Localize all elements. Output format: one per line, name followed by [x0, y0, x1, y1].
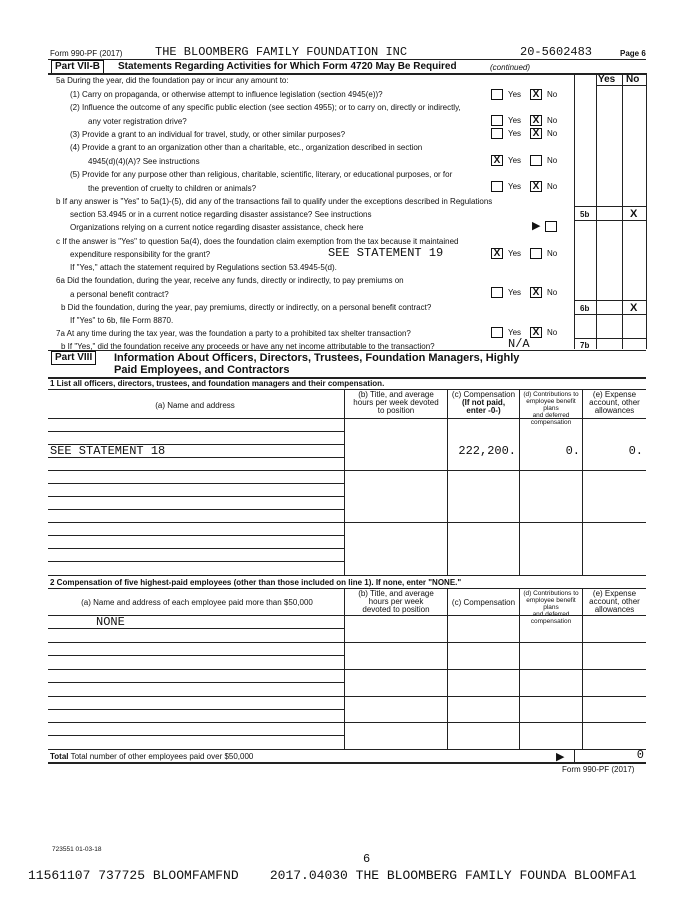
row3-sep-a [48, 535, 344, 536]
part8-top-rule [48, 350, 646, 351]
row-3-end [48, 575, 646, 576]
sec1-header-top [48, 389, 646, 390]
q5a5-no-checkbox[interactable]: X [530, 181, 542, 192]
part7b-label: Part VII-B [51, 60, 104, 74]
q5a1: (1) Carry on propaganda, or otherwise attempt to influence legislation (section 4945(e))? [70, 90, 383, 99]
row3-sep-c [48, 561, 344, 562]
arrow-icon: ▶ [532, 220, 541, 232]
q5a4-no-checkbox[interactable] [530, 155, 542, 166]
q5c-yes-label: Yes [508, 249, 522, 258]
q5a4-yes-label: Yes [508, 156, 522, 165]
footer-code: 723551 01-03-18 [52, 846, 102, 853]
q5b-line1: b If any answer is "Yes" to 5a(1)-(5), did any of the transactions fail to qualify under the exceptions described in Regulations [56, 197, 493, 206]
row1-name: SEE STATEMENT 18 [50, 444, 166, 458]
q5a5-yes-checkbox[interactable] [491, 181, 503, 192]
col2-c-header: (c) Compensation [451, 598, 516, 607]
q5a3: (3) Provide a grant to an individual for travel, study, or other similar purposes? [70, 130, 346, 139]
r22-a [48, 655, 344, 656]
q5c-statement: SEE STATEMENT 19 [328, 246, 444, 260]
q5a5-line2: the prevention of cruelty to children or animals? [88, 184, 257, 193]
total-label: Total Total number of other employees paid over $50,000 [50, 752, 254, 761]
q5c-line1: c If the answer is "Yes" to question 5a(4), does the foundation claim exemption from the tax because it maintained [56, 237, 459, 246]
ans-5b-no: X [630, 208, 638, 220]
footer-tracking-line: 11561107 737725 BLOOMFAMFND 2017.04030 THE BLOOMBERG FAMILY FOUNDA BLOOMFA1 [28, 868, 637, 883]
org-name: THE BLOOMBERG FAMILY FOUNDATION INC [155, 45, 408, 59]
q7b: b If "Yes," did the foundation receive any proceeds or have any net income attributable to the transaction? [61, 342, 435, 351]
col-b-header: (b) Title, and average hours per week devoted to position [353, 390, 439, 415]
row1-contributions: 0. [565, 444, 580, 458]
sec1-col-b [344, 389, 345, 575]
col-no-header: No [626, 74, 640, 85]
col2-d-header: (d) Contributions to employee benefit plans and deferred compensation [523, 590, 579, 625]
total-value: 0 [636, 748, 644, 762]
col-a-header: (a) Name and address [155, 401, 235, 410]
ans-header-rule [596, 85, 646, 86]
part8-title-line2: Paid Employees, and Contractors [114, 364, 290, 376]
q5a3-yes-checkbox[interactable] [491, 128, 503, 139]
q5a2-line1: (2) Influence the outcome of any specific public election (see section 4955); or to carry on, directly or indirectly, [70, 103, 461, 112]
q5a: 5a During the year, did the foundation pay or incur any amount to: [56, 76, 289, 85]
row3-sep-b [48, 548, 344, 549]
r21-end [48, 642, 646, 643]
line-7b-label: 7b [580, 341, 590, 350]
q5b-line3: Organizations relying on a current notice regarding disaster assistance, check here [70, 223, 364, 232]
col2-a-header: (a) Name and address of each employee paid more than $50,000 [81, 598, 313, 607]
ans-6b-bottom [574, 314, 646, 315]
ans-6b-no: X [630, 302, 638, 314]
q5a2-no-checkbox[interactable]: X [530, 115, 542, 126]
ans-5b-top [574, 206, 646, 207]
sec2-header-top [48, 588, 646, 589]
row1-sep-a [48, 431, 344, 432]
r24-end [48, 722, 646, 723]
q5a2-yes-label: Yes [508, 116, 522, 125]
q7a-yes-checkbox[interactable] [491, 327, 503, 338]
r25-a [48, 735, 344, 736]
row2-sep-c [48, 509, 344, 510]
r23-a [48, 682, 344, 683]
col-e-header: (e) Expense account, other allowances [589, 390, 640, 415]
q5a1-yes-checkbox[interactable] [491, 89, 503, 100]
part8-label: Part VIII [51, 351, 96, 365]
ans-6b-top [574, 300, 646, 301]
q5a4-line2: 4945(d)(4)(A)? See instructions [88, 157, 200, 166]
col2-e-header: (e) Expense account, other allowances [589, 589, 640, 614]
q5a2-yes-checkbox[interactable] [491, 115, 503, 126]
col2-b-header: (b) Title, and average hours per week devoted to position [358, 589, 434, 614]
ans-col-mid2 [622, 73, 623, 349]
q5a3-yes-label: Yes [508, 129, 522, 138]
footer-form-ref: Form 990-PF (2017) [562, 765, 635, 774]
row2-sep-b [48, 496, 344, 497]
part7b-title: Statements Regarding Activities for Which Form 4720 May Be Required [118, 61, 457, 72]
sec1-header-bottom [48, 418, 646, 419]
q5a5-no-label: No [547, 182, 558, 191]
q5a2-no-label: No [547, 116, 558, 125]
q5a3-no-checkbox[interactable]: X [530, 128, 542, 139]
total-box-left [574, 750, 575, 762]
q5a5-yes-label: Yes [508, 182, 522, 191]
page-number: 6 [363, 852, 371, 866]
r21-a [48, 628, 344, 629]
row1-sep-c [48, 457, 344, 458]
q6a-line1: 6a Did the foundation, during the year, receive any funds, directly or indirectly, to pay premiums on [56, 276, 404, 285]
sec2-header-bottom [48, 615, 646, 616]
r24-a [48, 709, 344, 710]
q7b-answer: N/A [508, 337, 530, 351]
q5c-yes-checkbox[interactable]: X [491, 248, 503, 259]
total-rule [48, 762, 646, 764]
q6a-yes-label: Yes [508, 288, 522, 297]
section1-title: 1 List all officers, directors, trustees, and foundation managers and their compensation. [50, 379, 385, 388]
q5a4-yes-checkbox[interactable]: X [491, 155, 503, 166]
q5a1-yes-label: Yes [508, 90, 522, 99]
part7b-rule [48, 73, 646, 75]
r23-end [48, 696, 646, 697]
form-label: Form 990-PF (2017) [50, 49, 123, 58]
row2-name: NONE [96, 615, 125, 629]
q5a1-no-label: No [547, 90, 558, 99]
q5a3-no-label: No [547, 129, 558, 138]
q6a-line2: a personal benefit contract? [70, 290, 169, 299]
q6b: b Did the foundation, during the year, pay premiums, directly or indirectly, on a personal benefit contract? [61, 303, 432, 312]
q5a1-no-checkbox[interactable]: X [530, 89, 542, 100]
sec1-col-e [582, 389, 583, 575]
ans-col-mid [596, 73, 597, 349]
row-1-end [48, 470, 646, 471]
col-c-header: (c) Compensation (If not paid, enter -0-) [451, 390, 516, 415]
page-label: Page 6 [620, 49, 646, 58]
sec1-col-c [447, 389, 448, 575]
ans-5b-bottom [574, 220, 646, 221]
q7a-yes-label: Yes [508, 328, 522, 337]
q5c-no-checkbox[interactable] [530, 248, 542, 259]
row1-compensation: 222,200. [458, 444, 516, 458]
ein: 20-5602483 [520, 45, 593, 59]
col-d-header: (d) Contributions to employee benefit plans and deferred compensation [523, 391, 579, 426]
q5a2-line2: any voter registration drive? [88, 117, 187, 126]
part7b-continued: (continued) [490, 63, 531, 72]
row1-expense: 0. [628, 444, 643, 458]
q5b-line2: section 53.4945 or in a current notice regarding disaster assistance? See instructions [70, 210, 372, 219]
ans-7b-top [574, 338, 646, 339]
part8-title-line1: Information About Officers, Directors, Trustees, Foundation Managers, Highly [114, 352, 520, 364]
row2-sep-a [48, 483, 344, 484]
q6a-no-label: No [547, 288, 558, 297]
section2-title: 2 Compensation of five highest-paid employees (other than those included on line 1). If none, enter "NONE." [50, 578, 462, 587]
disaster-assistance-checkbox[interactable] [545, 221, 557, 232]
r22-end [48, 669, 646, 670]
q5a4-no-label: No [547, 156, 558, 165]
col-yes-header: Yes [598, 74, 616, 85]
row-2-end [48, 522, 646, 523]
q6b-note: If "Yes" to 6b, file Form 8870. [70, 316, 174, 325]
ans-col-left [574, 73, 575, 349]
q6a-yes-checkbox[interactable] [491, 287, 503, 298]
q5c-line2: expenditure responsibility for the grant? [70, 250, 211, 259]
q5c-line3: If "Yes," attach the statement required by Regulations section 53.4945-5(d). [70, 263, 337, 272]
q5a4-line1: (4) Provide a grant to an organization other than a charitable, etc., organization described in section [70, 143, 423, 152]
ans-col-right [646, 73, 647, 349]
header-rule [48, 59, 646, 60]
line-5b-label: 5b [580, 210, 590, 219]
q7a-no-checkbox[interactable]: X [530, 327, 542, 338]
line-6b-label: 6b [580, 304, 590, 313]
q7a-no-label: No [547, 328, 558, 337]
q6a-no-checkbox[interactable]: X [530, 287, 542, 298]
q5c-no-label: No [547, 249, 558, 258]
q7a: 7a At any time during the tax year, was the foundation a party to a prohibited tax shelter transaction? [56, 329, 411, 338]
q5a5-line1: (5) Provide for any purpose other than religious, charitable, scientific, literary, or educational purposes, or for [70, 170, 453, 179]
total-arrow-icon: ▶ [556, 751, 565, 763]
